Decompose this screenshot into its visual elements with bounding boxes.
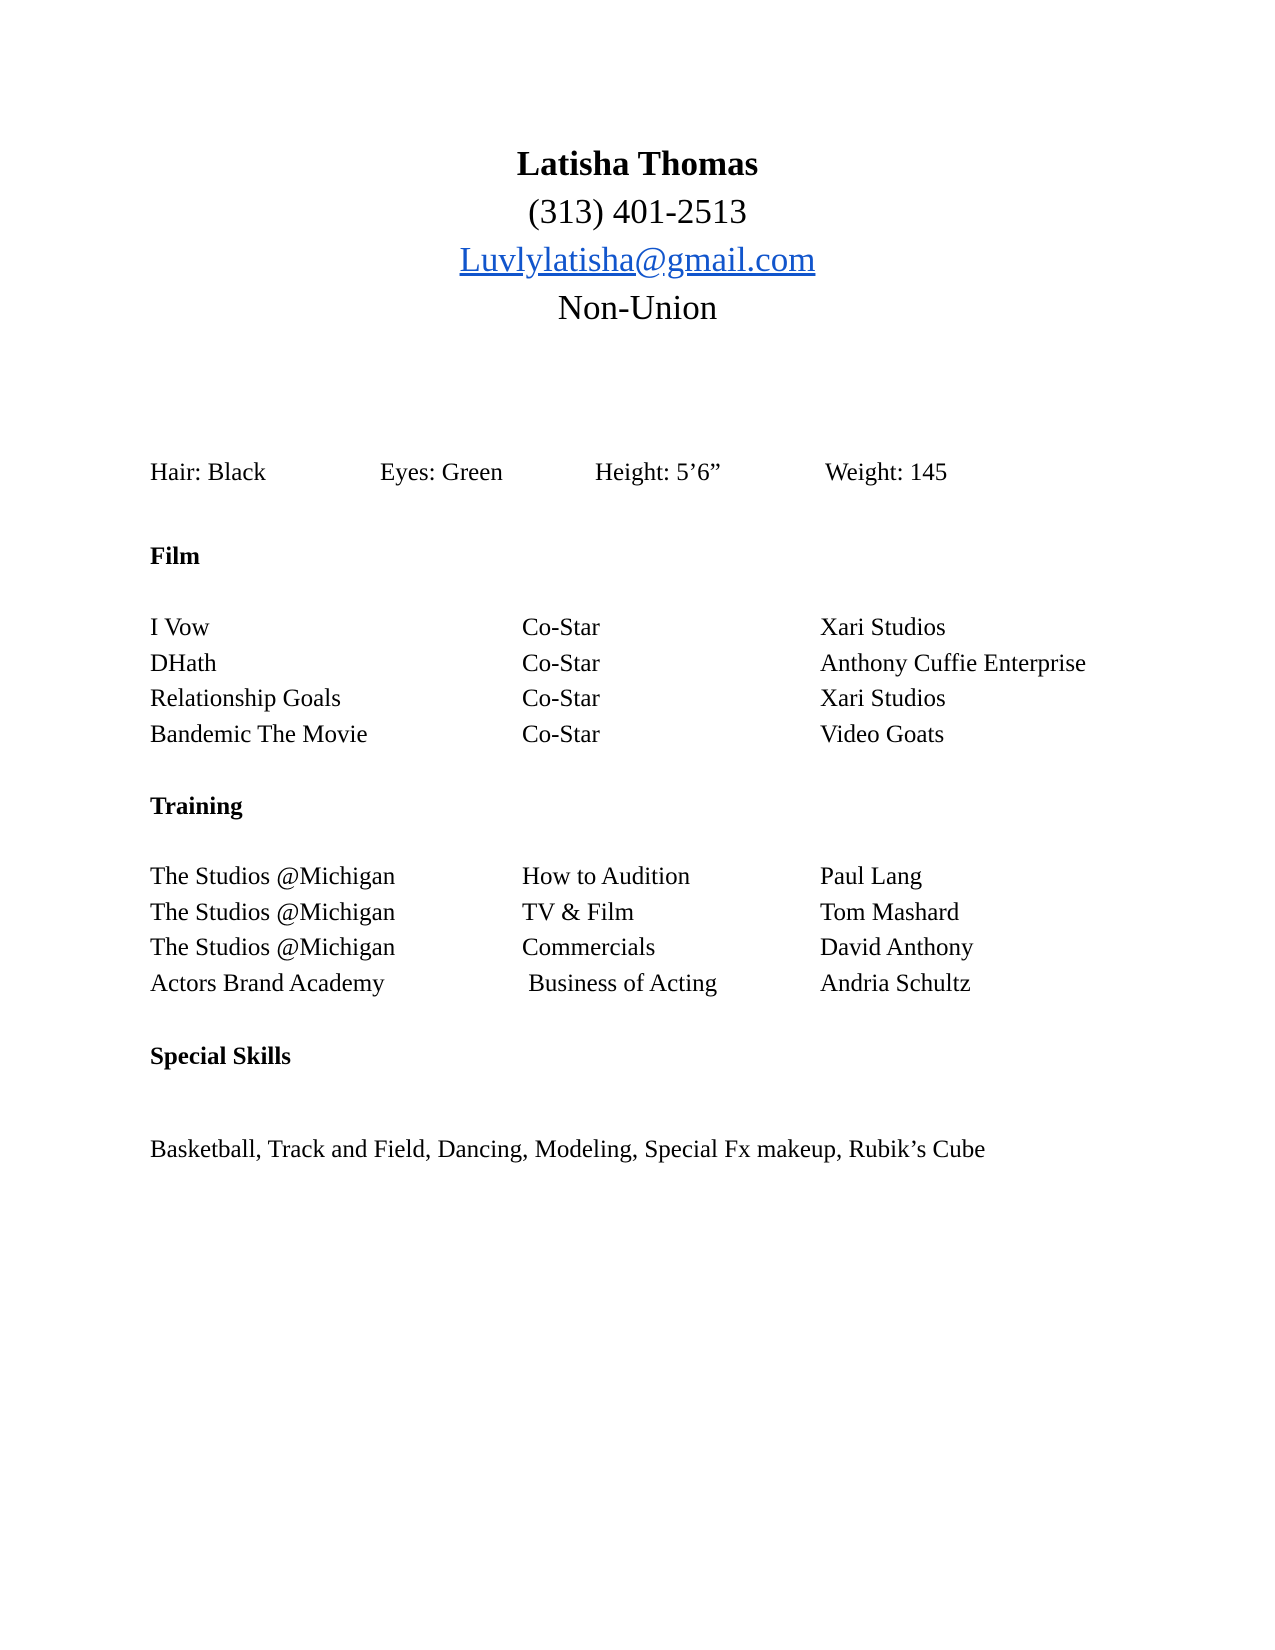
training-instructor: David Anthony xyxy=(820,934,974,961)
union-status: Non-Union xyxy=(557,288,718,327)
resume-header xyxy=(0,140,1275,332)
film-company: Xari Studios xyxy=(820,685,946,712)
training-instructor: Tom Mashard xyxy=(820,898,960,926)
film-project: DHath xyxy=(150,649,217,677)
stat-height: Height: 5’6” xyxy=(595,459,721,486)
training-section-title: Training xyxy=(150,793,243,820)
film-project: I Vow xyxy=(150,614,210,641)
training-instructor: Paul Lang xyxy=(820,863,923,890)
email-line xyxy=(0,236,1275,284)
actor-name: Latisha Thomas xyxy=(516,144,759,183)
training-course: Commercials xyxy=(522,934,656,961)
training-course: Business of Acting xyxy=(522,969,718,997)
training-instructor: Andria Schultz xyxy=(820,969,971,997)
physical-stats xyxy=(150,456,1150,490)
film-company: Video Goats xyxy=(820,720,945,748)
training-school: Actors Brand Academy xyxy=(150,969,385,997)
training-school: The Studios @Michigan xyxy=(150,898,396,926)
stat-hair: Hair: Black xyxy=(150,459,266,486)
phone-number: (313) 401-2513 xyxy=(528,192,747,231)
film-role: Co-Star xyxy=(522,720,600,748)
film-row xyxy=(150,610,1150,646)
training-course: TV & Film xyxy=(522,898,635,926)
film-project: Relationship Goals xyxy=(150,685,341,712)
stat-eyes: Eyes: Green xyxy=(380,459,503,486)
stat-weight: Weight: 145 xyxy=(825,459,948,486)
email-link[interactable]: Luvlylatisha@gmail.com xyxy=(459,240,816,279)
training-school: The Studios @Michigan xyxy=(150,934,396,961)
training-course: How to Audition xyxy=(522,863,691,890)
film-company: Anthony Cuffie Enterprise xyxy=(820,649,1087,677)
film-row xyxy=(150,681,1150,717)
training-list xyxy=(150,859,1150,1001)
special-skills-title: Special Skills xyxy=(150,1043,292,1070)
film-row xyxy=(150,646,1150,682)
special-skills-text: Basketball, Track and Field, Dancing, Modeling, Special Fx makeup, Rubik’s Cube xyxy=(150,1136,986,1163)
training-row xyxy=(150,859,1150,895)
film-role: Co-Star xyxy=(522,649,600,677)
training-row xyxy=(150,930,1150,966)
film-row xyxy=(150,717,1150,753)
film-section-title: Film xyxy=(150,543,200,570)
film-company: Xari Studios xyxy=(820,614,946,641)
film-project: Bandemic The Movie xyxy=(150,720,368,748)
training-school: The Studios @Michigan xyxy=(150,863,396,890)
training-row xyxy=(150,895,1150,931)
film-credits xyxy=(150,610,1150,752)
training-row xyxy=(150,966,1150,1002)
film-role: Co-Star xyxy=(522,685,600,712)
film-role: Co-Star xyxy=(522,614,600,641)
